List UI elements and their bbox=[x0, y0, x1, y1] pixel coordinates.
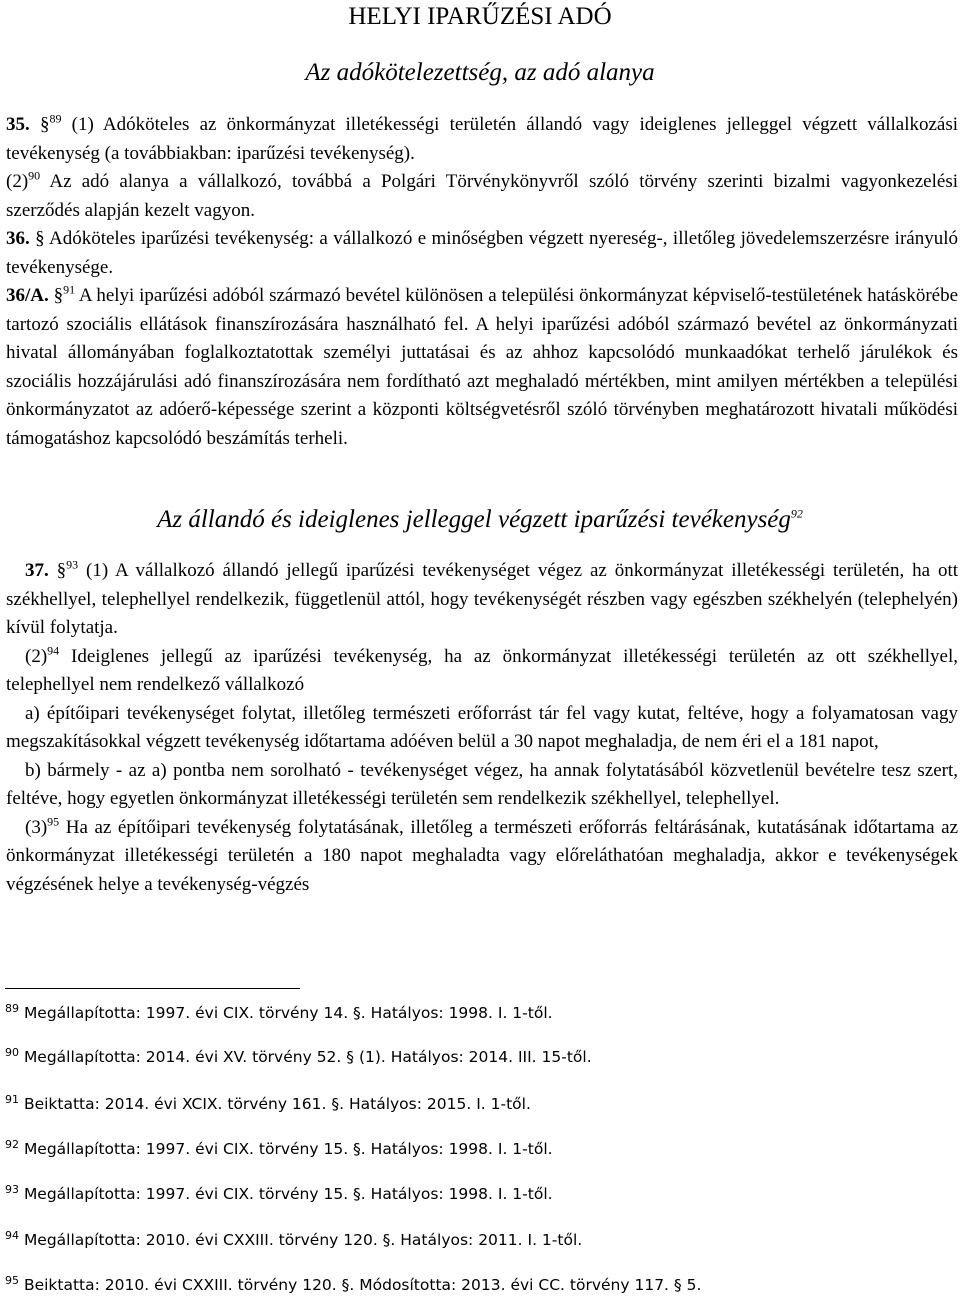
section-number: 36. bbox=[6, 228, 30, 249]
footnote-separator bbox=[5, 988, 300, 989]
paragraph-37-2b: b) bármely - az a) pontba nem sorolható - tevékenységet végez, ha annak folytatásából közvetlenül bevételre tesz szert, feltéve, hogy egyetlen önkormányzat illetékességi területén sem rendelkezik székhellyel, telephellyel. bbox=[6, 759, 958, 809]
footnote-ref[interactable]: 91 bbox=[63, 282, 76, 297]
paragraph-text: (1) A vállalkozó állandó jellegű iparűzési tevékenységet végez az önkormányzat illetékességi területén, ha ott székhellyel, telephellyel rendelkezik, függetlenül attól, hogy tevékenységét részben vagy egészben székhelyén (telephelyén) kívül folytatja. bbox=[6, 560, 958, 638]
section-sign: § bbox=[39, 114, 50, 135]
section-heading-activity bbox=[0, 505, 960, 535]
paragraph-text: Adóköteles iparűzési tevékenység: a vállalkozó e minőségben végzett nyereség-, illetőleg jövedelemszerzésre irányuló tevékenysége. bbox=[6, 228, 959, 278]
paragraph-37-1 bbox=[6, 557, 958, 643]
footnote-ref[interactable]: 90 bbox=[28, 168, 41, 183]
paragraph-36a bbox=[6, 282, 958, 453]
document-title: HELYI IPARŰZÉSI ADÓ bbox=[348, 3, 612, 30]
section-sign: § bbox=[56, 560, 67, 581]
footnote-number: 95 bbox=[5, 1273, 19, 1287]
footnote-number: 94 bbox=[5, 1228, 19, 1242]
footnote bbox=[5, 1184, 553, 1204]
section-number: 37. bbox=[25, 560, 49, 581]
section-sign: § bbox=[35, 228, 45, 249]
heading-text: Az állandó és ideiglenes jelleggel végzett iparűzési tevékenység bbox=[157, 506, 791, 533]
subsection-label: (2) bbox=[6, 171, 29, 192]
footnote bbox=[5, 1003, 553, 1023]
footnote-text: Megállapította: 1997. évi CIX. törvény 15. §. Hatályos: 1998. I. 1-től. bbox=[23, 1140, 553, 1158]
paragraph-36 bbox=[6, 225, 958, 282]
paragraph-35-2 bbox=[6, 168, 958, 225]
paragraph-37-3 bbox=[6, 814, 958, 900]
footnote-number: 89 bbox=[5, 1001, 19, 1015]
footnote-number: 91 bbox=[5, 1092, 19, 1106]
footnote bbox=[5, 1094, 531, 1114]
paragraph-text: Ha az építőipari tevékenység folytatásának, illetőleg a természeti erőforrás feltárásának, kutatásának időtartama az önkormányzat illetékességi területén a 180 napot meghaladta vagy előreláthatóan meghaladja, akkor e tevékenységek végzésének helye a tevékenység-végzés bbox=[6, 816, 959, 895]
paragraph-37-2 bbox=[6, 643, 958, 700]
footnote-text: Megállapította: 1997. évi CIX. törvény 15. §. Hatályos: 1998. I. 1-től. bbox=[23, 1185, 553, 1203]
paragraph-text: Az adó alanya a vállalkozó, továbbá a Polgári Törvénykönyvről szóló törvény szerinti bizalmi vagyonkezelési szerződés alapján kezelt vagyon. bbox=[6, 171, 959, 221]
subsection-label: (2) bbox=[25, 645, 48, 667]
section-heading-subject: Az adókötelezettség, az adó alanya bbox=[305, 59, 655, 86]
subsection-label: (3) bbox=[25, 816, 48, 838]
footnote-text: Megállapította: 2010. évi CXXIII. törvény 120. §. Hatályos: 2011. I. 1-től. bbox=[23, 1231, 583, 1249]
footnote-text: Megállapította: 1997. évi CIX. törvény 14. §. Hatályos: 1998. I. 1-től. bbox=[23, 1004, 553, 1022]
section-number: 36/A. bbox=[6, 285, 49, 306]
section-2-body bbox=[6, 557, 958, 899]
footnote-number: 92 bbox=[5, 1137, 19, 1151]
footnote bbox=[5, 1230, 582, 1250]
footnote bbox=[5, 1139, 553, 1159]
section-number: 35. bbox=[6, 114, 30, 135]
footnote-ref[interactable]: 92 bbox=[790, 506, 803, 521]
footnote bbox=[5, 1047, 592, 1067]
footnote-ref[interactable]: 94 bbox=[47, 643, 60, 658]
section-1-body bbox=[6, 111, 958, 453]
paragraph-text: A helyi iparűzési adóból származó bevétel különösen a települési önkormányzat képviselő-testületének hatáskörébe tartozó szociális ellátások finanszírozására használható fel. A helyi iparűzési adóból származó bevétel az önkormányzati hivatal állományában foglalkoztatottak személyi juttatásai és az ahhoz kapcsolódó munkaadókat terhelő járulékok és szociális hozzájárulási adó finanszírozására nem fordítható azt meghaladó mértékben, mint amilyen mértékben a települési önkormányzatot az adóerő-képessége szerint a központi költségvetésről szóló törvényben meghatározott hivatali működési támogatáshoz kapcsolódó beszámítás terheli. bbox=[6, 285, 959, 449]
footnote bbox=[5, 1275, 701, 1295]
footnote-text: Megállapította: 2014. évi XV. törvény 52. § (1). Hatályos: 2014. III. 15-től. bbox=[23, 1048, 592, 1066]
footnote-text: Beiktatta: 2014. évi XCIX. törvény 161. §. Hatályos: 2015. I. 1-től. bbox=[23, 1095, 531, 1113]
footnote-text: Beiktatta: 2010. évi CXXIII. törvény 120. §. Módosította: 2013. évi CC. törvény 117. § 5. bbox=[23, 1276, 702, 1294]
footnote-number: 93 bbox=[5, 1182, 19, 1196]
footnote-number: 90 bbox=[5, 1045, 19, 1059]
paragraph-text: (1) Adóköteles az önkormányzat illetékességi területén állandó vagy ideiglenes jelleggel végzett vállalkozási tevékenység (a továbbiakban: iparűzési tevékenység). bbox=[6, 114, 959, 164]
footnote-ref[interactable]: 95 bbox=[47, 814, 60, 829]
paragraph-37-2a: a) építőipari tevékenységet folytat, illetőleg természeti erőforrást tár fel vagy kutat, feltéve, hogy a folyamatosan vagy megszakításokkal végzett tevékenység időtartama adóéven belül a 30 napot meghaladja, de nem éri el a 181 napot, bbox=[6, 702, 958, 752]
section-sign: § bbox=[53, 285, 64, 306]
paragraph-35-1 bbox=[6, 111, 958, 168]
footnote-ref[interactable]: 89 bbox=[49, 111, 62, 126]
footnote-ref[interactable]: 93 bbox=[66, 557, 79, 572]
paragraph-text: Ideiglenes jellegű az iparűzési tevékenység, ha az önkormányzat illetékességi területén az ott székhellyel, telephellyel nem rendelkező vállalkozó bbox=[6, 645, 958, 695]
